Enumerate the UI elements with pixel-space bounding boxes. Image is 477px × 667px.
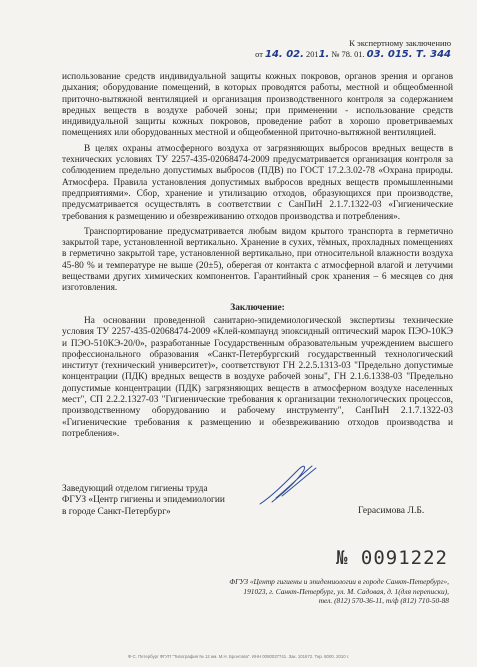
address-line-1: ФГУЗ «Центр гигиены и эпидемиологии в городе Санкт-Петербург», <box>229 577 449 586</box>
serial-number: № 0091222 <box>336 547 448 569</box>
conclusion-title: Заключение: <box>230 302 285 313</box>
signer-organization: ФГУЗ «Центр гигиены и эпидемиологии <box>62 495 225 506</box>
signature-block <box>62 484 225 518</box>
header-date-number <box>255 49 451 60</box>
handwritten-signature <box>254 462 324 508</box>
paragraph-transport: Транспортирование предусматривается любым видом крытого транспорта в герметично закрытой таре, установленной вертикально. Хранение в сухих, тёмных, прохладных помещениях в герметично закрытой таре, установленной вертикально, при относительной влажности воздуха 45-80 % и температуре не выше (20±5), оберегая от контакта с атмосферной влагой и летучими веществами других химических компонентов. Гарантийный срок хранения – 6 месяцев со дня изготовления. <box>62 226 453 294</box>
signer-position: Заведующий отделом гигиены труда <box>62 484 208 494</box>
header-prefix: от <box>255 50 263 59</box>
header-year: 201 <box>306 50 319 59</box>
signer-city: в городе Санкт-Петербург» <box>62 506 171 517</box>
organization-address <box>219 577 449 606</box>
document-header <box>255 38 451 60</box>
handwritten-date: 14. 02. <box>265 49 304 60</box>
signer-name: Герасимова Л.Б. <box>358 505 425 516</box>
handwritten-number: 03. 015. Т. 344 <box>366 49 451 60</box>
paragraph-conclusion: На основании проведенной санитарно-эпидемиологической экспертизы технические условия ТУ 2257-435-02068474-2009 «Клей-компаунд эпоксидный оптический марок ПЭО-10КЭ и ПЭО-510КЭ-20/0», разработанные Государственным образовательным учреждением высшего профессионального образования «Санкт-Петербургский государственный технологический институт (технический университет)», соответствуют ГН 2.2.5.1313-03 "Предельно допустимые концентрации (ПДК) вредных веществ в воздухе рабочей зоны", ГН 2.1.6.1338-03 "Предельно допустимые концентрации (ПДК) загрязняющих веществ в атмосферном воздухе населенных мест", СП 2.2.2.1327-03 "Гигиенические требования к организации технологических процессов, производственному оборудованию и рабочему инструменту", СанПиН 2.1.7.1322-03 «Гигиенические требования к размещению и обезвреживанию отходов производства и потребления». <box>62 315 453 439</box>
printer-footer: Ф-С. Петербург ФГУП "Типография № 12 им. М.Н. Бронтова". ИНН 0080037741. Зак. 101672. Тир. 8000. 2010 г. <box>127 654 350 659</box>
address-line-3: тел. (812) 570-36-11, т/ф (812) 710-50-88 <box>318 596 449 606</box>
paragraph-protection: использование средств индивидуальной защиты кожных покровов, органов зрения и органов дыхания; оборудование помещений, в которых проводятся работы, местной и общеобменной приточно-вытяжной вентиляцией и организация производственного контроля за содержанием вредных веществ в воздухе рабочей зоны; при применении - использование средств индивидуальной защиты кожных покровов, проведение работ в хорошо проветриваемых помещениях или оборудованных местной и общеобменной приточно-вытяжной вентиляцией. <box>62 72 453 139</box>
header-number-label: № 78. 01. <box>331 50 365 59</box>
address-line-2: 191023, г. Санкт-Петербург, ул. М. Садовая, д. 1(для переписки), <box>243 586 449 596</box>
document-body <box>62 72 453 444</box>
handwritten-year: 1. <box>318 49 330 60</box>
header-annex-label: К экспертному заключению <box>349 38 451 48</box>
paragraph-air: В целях охраны атмосферного воздуха от загрязняющих выбросов вредных веществ в технических условиях ТУ 2257-435-02068474-2009 предусматривается организация контроля за соблюдением предельно допустимых выбросов (ПДВ) по ГОСТ 17.2.3.02-78 «Охрана природы. Атмосфера. Правила установления допустимых выбросов вредных веществ промышленными предприятиями». Сбор, хранение и утилизацию отходов, образующихся при производстве, предусматривается осуществлять в соответствии с СанПиН 2.1.7.1322-03 «Гигиенические требования к размещению и обезвреживанию отходов производства и потребления». <box>62 143 453 222</box>
